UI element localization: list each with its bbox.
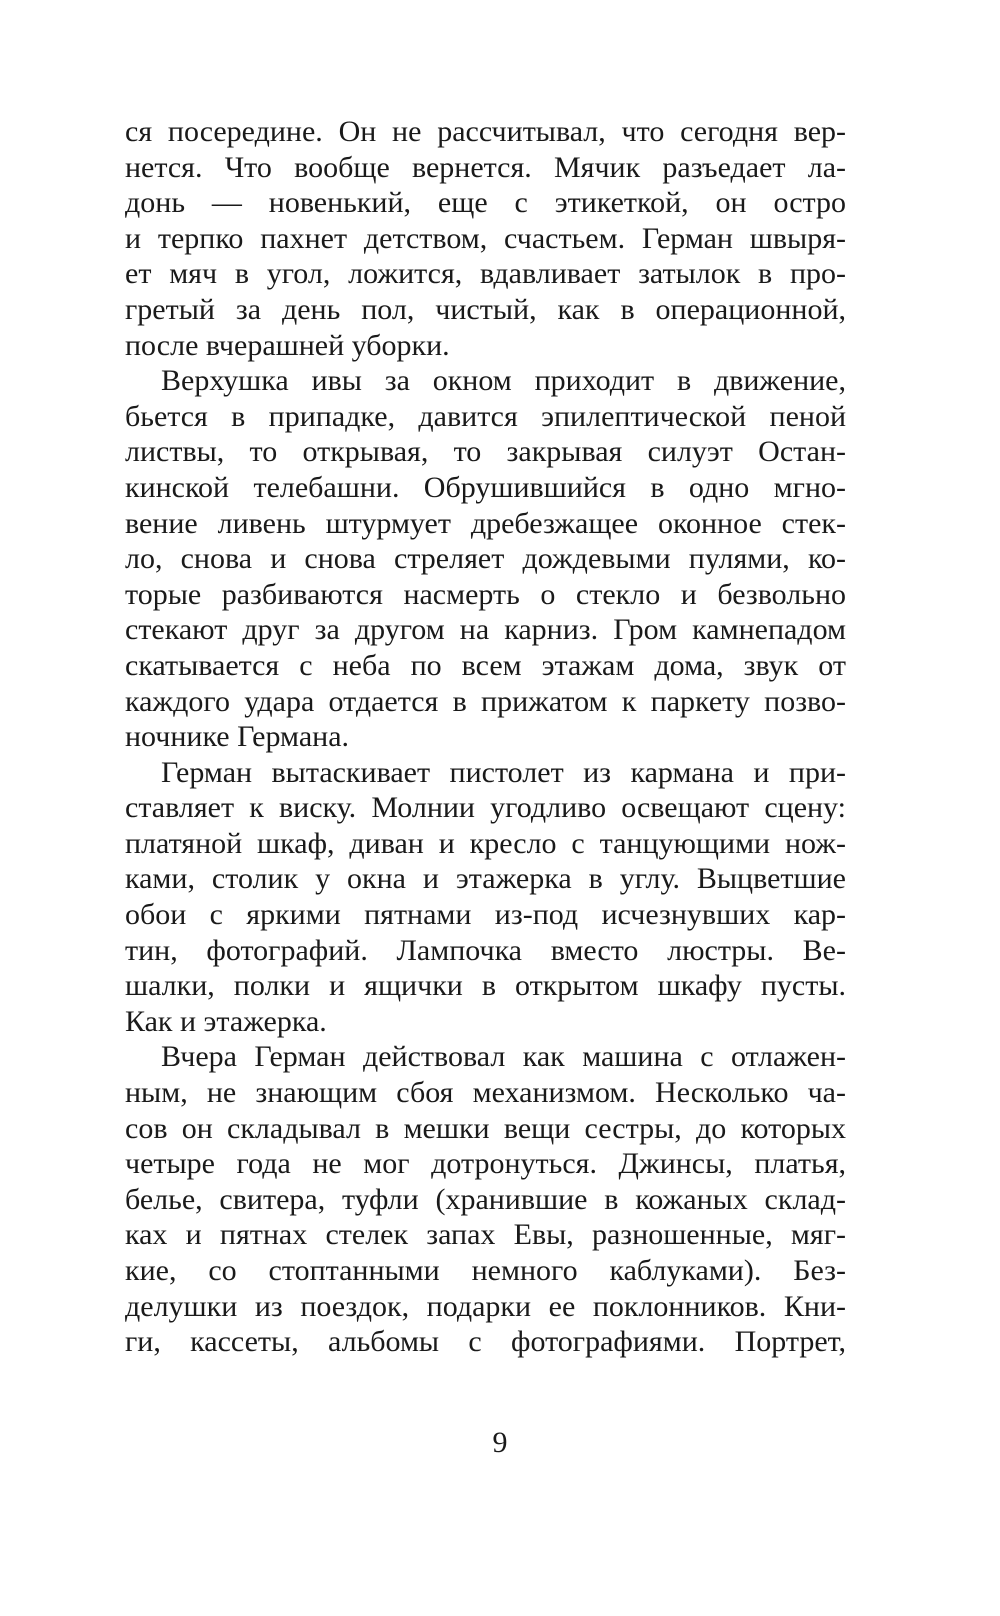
text-line: после вчерашней уборки. [125, 328, 450, 362]
text-line: сов он складывал в мешки вещи сестры, до которых [125, 1111, 846, 1145]
text-line: ло, снова и снова стреляет дождевыми пулями, ко- [125, 542, 846, 576]
text-line: Как и этажерка. [125, 1004, 327, 1038]
text-line: Вчера Герман действовал как машина с отлажен- [161, 1040, 846, 1074]
text-line: донь — новенький, еще с этикеткой, он остро [125, 186, 846, 220]
text-line: Верхушка ивы за окном приходит в движение, [161, 364, 846, 398]
text-line: торые разбиваются насмерть о стекло и безвольно [125, 577, 846, 611]
text-line: листвы, то открывая, то закрывая силуэт Остан- [125, 435, 846, 469]
text-line: кинской телебашни. Обрушившийся в одно мгно- [125, 470, 846, 504]
body-text [125, 114, 846, 1360]
text-line: делушки из поездок, подарки ее поклонников. Кни- [125, 1289, 846, 1323]
text-line: каждого удара отдается в прижатом к паркету позво- [125, 684, 846, 718]
text-line: скатывается с неба по всем этажам дома, звук от [125, 648, 846, 682]
text-line: бьется в припадке, давится эпилептической пеной [125, 399, 846, 433]
text-line: белье, свитера, туфли (хранившие в кожаных склад- [125, 1182, 846, 1216]
text-line: платяной шкаф, диван и кресло с танцующими нож- [125, 826, 846, 860]
text-line: ках и пятнах стелек запах Евы, разношенные, мяг- [125, 1218, 846, 1252]
page-number: 9 [492, 1426, 508, 1459]
text-line: тин, фотографий. Лампочка вместо люстры. Ве- [125, 933, 846, 967]
text-line: стекают друг за другом на карниз. Гром камнепадом [125, 613, 846, 647]
text-line: шалки, полки и ящички в открытом шкафу пусты. [125, 969, 846, 1003]
text-line: четыре года не мог дотронуться. Джинсы, платья, [125, 1147, 846, 1181]
text-line: ги, кассеты, альбомы с фотографиями. Портрет, [125, 1325, 846, 1359]
text-line: ставляет к виску. Молнии угодливо освещают сцену: [125, 791, 846, 825]
text-line: Герман вытаскивает пистолет из кармана и при- [161, 755, 846, 789]
text-line: обои с яркими пятнами из-под исчезнувших кар- [125, 898, 846, 932]
text-line: нется. Что вообще вернется. Мячик разъедает ла- [125, 150, 846, 184]
text-line: ет мяч в угол, ложится, вдавливает затылок в про- [125, 257, 846, 291]
text-line: ночнике Германа. [125, 720, 350, 754]
text-line: ным, не знающим сбоя механизмом. Несколько ча- [125, 1076, 846, 1110]
text-line: ся посередине. Он не рассчитывал, что сегодня вер- [125, 115, 846, 148]
text-line: ками, столик у окна и этажерка в углу. Выцветшие [125, 862, 846, 896]
text-line: и терпко пахнет детством, счастьем. Герман швыря- [125, 221, 846, 255]
text-line: вение ливень штурмует дребезжащее оконное стек- [125, 506, 846, 540]
text-line: гретый за день пол, чистый, как в операционной, [125, 292, 846, 326]
text-line: кие, со стоптанными немного каблуками). Без- [125, 1254, 846, 1287]
